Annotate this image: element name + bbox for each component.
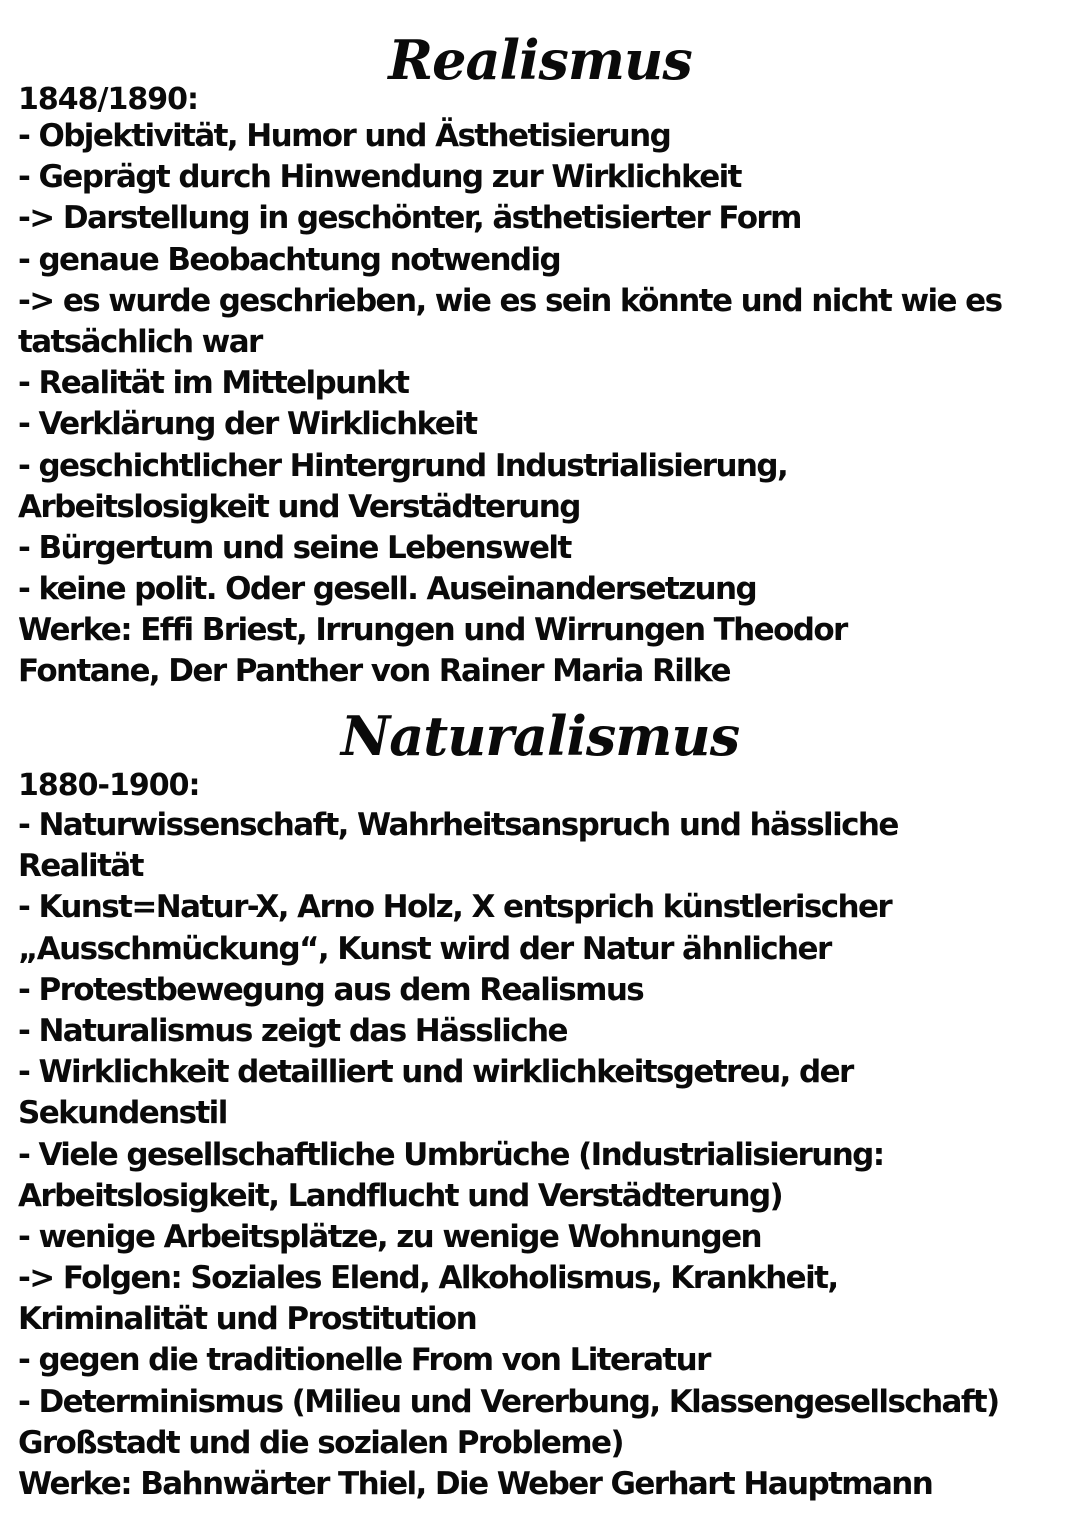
list-item: Sekundenstil [18, 1095, 227, 1132]
list-item: Arbeitslosigkeit, Landflucht und Verstädterung) [18, 1177, 783, 1214]
section-title [0, 706, 1080, 766]
list-item: - keine polit. Oder gesell. Auseinandersetzung [18, 571, 757, 608]
list-item: tatsächlich war [18, 323, 262, 360]
realismus-list [18, 116, 1068, 693]
title-text: Realismus [382, 30, 697, 90]
list-item: Kriminalität und Prostitution [18, 1301, 477, 1338]
list-item: -> Darstellung in geschönter, ästhetisierter Form [18, 200, 801, 237]
list-item: Arbeitslosigkeit und Verstädterung [18, 488, 580, 525]
date-text: 1880-1900: [18, 768, 200, 803]
list-item: - Naturwissenschaft, Wahrheitsanspruch und hässliche [18, 807, 898, 843]
list-item: -> Folgen: Soziales Elend, Alkoholismus, Krankheit, [18, 1260, 838, 1297]
list-item: - Verklärung der Wirklichkeit [18, 406, 477, 443]
section-title [0, 30, 1080, 90]
list-item: Großstadt und die sozialen Probleme) [18, 1424, 623, 1461]
list-item: Fontane, Der Panther von Rainer Maria Rilke [18, 653, 730, 690]
list-item: Realität [18, 848, 143, 885]
list-item: - genaue Beobachtung notwendig [18, 241, 561, 278]
naturalismus-list [18, 805, 1068, 1505]
list-item: Werke: Effi Briest, Irrungen und Wirrungen Theodor [18, 612, 847, 649]
list-item: - Determinismus (Milieu und Vererbung, Klassengesellschaft) [18, 1383, 999, 1420]
title-text: Naturalismus [335, 706, 745, 766]
list-item: - Kunst=Natur-X, Arno Holz, X entsprich künstlerischer [18, 889, 892, 926]
list-item: - Naturalismus zeigt das Hässliche [18, 1012, 567, 1049]
list-item: - Wirklichkeit detailliert und wirklichkeitsgetreu, der [18, 1054, 853, 1091]
list-item: - Realität im Mittelpunkt [18, 365, 409, 402]
list-item: -> es wurde geschrieben, wie es sein könnte und nicht wie es [18, 282, 1002, 319]
list-item: „Ausschmückung“, Kunst wird der Natur ähnlicher [18, 930, 831, 967]
list-item: - wenige Arbeitsplätze, zu wenige Wohnungen [18, 1218, 762, 1255]
date-range [18, 768, 199, 804]
list-item: - Viele gesellschaftliche Umbrüche (Industrialisierung: [18, 1136, 884, 1173]
list-item: - gegen die traditionelle From von Literatur [18, 1342, 710, 1379]
list-item: - geschichtlicher Hintergrund Industrialisierung, [18, 447, 788, 484]
date-text: 1848/1890: [18, 82, 198, 117]
list-item: - Protestbewegung aus dem Realismus [18, 971, 644, 1008]
list-item: Werke: Bahnwärter Thiel, Die Weber Gerhart Hauptmann [18, 1466, 933, 1502]
list-item: - Geprägt durch Hinwendung zur Wirklichkeit [18, 159, 741, 196]
list-item: - Bürgertum und seine Lebenswelt [18, 529, 571, 566]
list-item: - Objektivität, Humor und Ästhetisierung [18, 118, 671, 154]
date-range [18, 82, 198, 118]
